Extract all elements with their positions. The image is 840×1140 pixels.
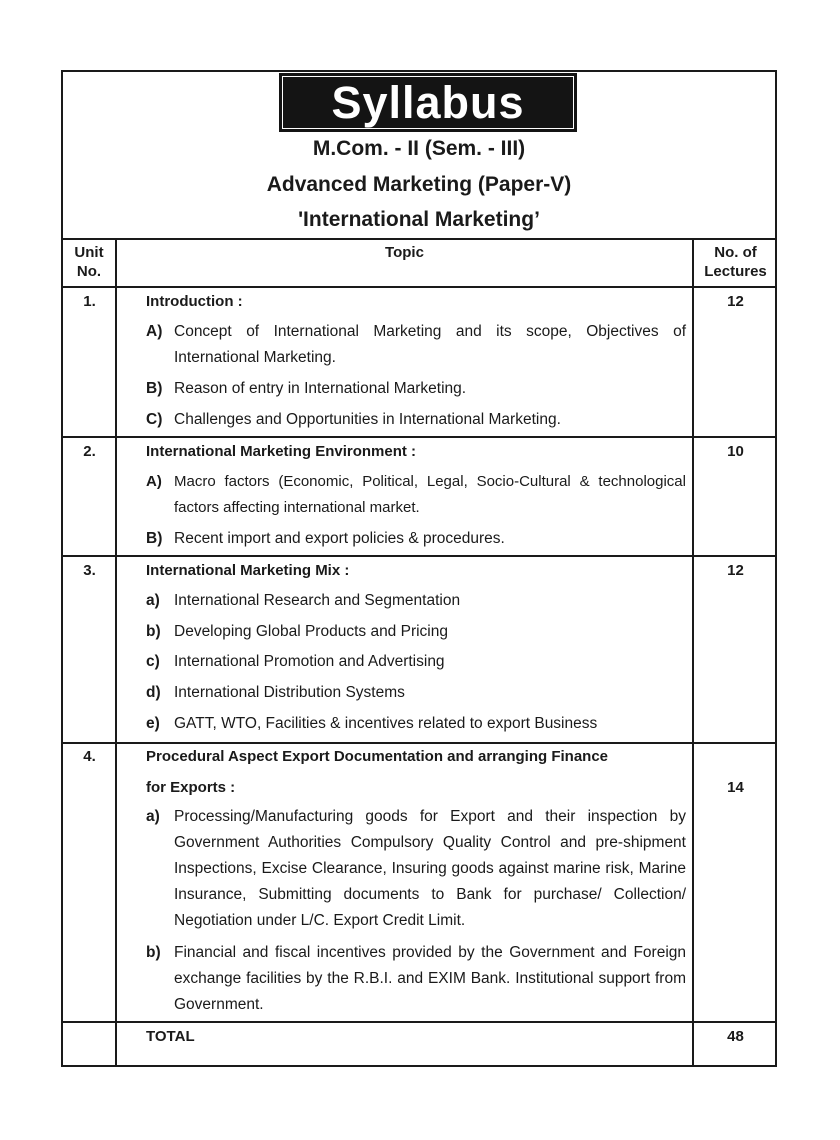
topic-item: C) Challenges and Opportunities in International Marketing. xyxy=(146,411,561,428)
row-divider xyxy=(62,742,776,744)
total-lectures: 48 xyxy=(727,1028,744,1045)
unit-title: International Marketing Environment : xyxy=(146,443,417,460)
unit-number: 2. xyxy=(83,443,96,460)
column-header-unit: Unit No. xyxy=(74,244,104,280)
row-divider xyxy=(62,555,776,557)
header-row-border xyxy=(62,286,776,288)
lecture-count: 12 xyxy=(727,293,744,310)
unit-number: 4. xyxy=(83,748,96,765)
lectures-column-border xyxy=(692,239,694,1066)
unit-title: International Marketing Mix : xyxy=(146,562,350,579)
lecture-count: 14 xyxy=(727,779,744,796)
unit-number: 3. xyxy=(83,562,96,579)
topic-item: A) Macro factors (Economic, Political, Legal, Socio-Cultural & technological factors affecting international market. xyxy=(146,473,686,516)
lecture-count: 12 xyxy=(727,562,744,579)
unit-title: Introduction : xyxy=(146,293,243,310)
syllabus-banner: Syllabus xyxy=(279,73,577,132)
topic-item: a) International Research and Segmentation xyxy=(146,592,461,609)
unit-title: Procedural Aspect Export Documentation and arranging Finance xyxy=(146,748,609,765)
topic-item: A) Concept of International Marketing and its scope, Objectives of International Marketing. xyxy=(146,323,686,366)
unit-title-continued: for Exports : xyxy=(146,779,236,796)
paper-title: Advanced Marketing (Paper-V) xyxy=(266,173,572,196)
unit-column-border xyxy=(115,239,117,1066)
topic-item: e) GATT, WTO, Facilities & incentives related to export Business xyxy=(146,715,598,732)
row-divider xyxy=(62,436,776,438)
topic-item: B) Reason of entry in International Marketing. xyxy=(146,380,467,397)
table-top-border xyxy=(62,238,776,240)
topic-item: b) Developing Global Products and Pricing xyxy=(146,623,448,640)
unit-number: 1. xyxy=(83,293,96,310)
lecture-count: 10 xyxy=(727,443,744,460)
total-label: TOTAL xyxy=(146,1028,195,1045)
topic-item: b) Financial and fiscal incentives provided by the Government and Foreign exchange facilities by the R.B.I. and EXIM Bank. Institutional support from Government. xyxy=(146,944,686,1013)
column-header-lectures: No. of Lectures xyxy=(704,244,767,280)
topic-item: B) Recent import and export policies & procedures. xyxy=(146,530,505,547)
course-title: M.Com. - II (Sem. - III) xyxy=(312,137,526,160)
subject-title: 'International Marketing’ xyxy=(298,208,540,231)
column-header-topic: Topic xyxy=(385,244,424,261)
total-row-border xyxy=(62,1021,776,1023)
topic-item: d) International Distribution Systems xyxy=(146,684,405,701)
topic-item: c) International Promotion and Advertising xyxy=(146,653,445,670)
topic-item: a) Processing/Manufacturing goods for Export and their inspection by Government Authorities Compulsory Quality Control and pre-shipment Inspections, Excise Clearance, Insuring goods against marine risk, Marine Insurance, Submitting documents to Bank for purchase/ Collection/ Negotiation under L/C. Export Credit Limit. xyxy=(146,808,686,929)
